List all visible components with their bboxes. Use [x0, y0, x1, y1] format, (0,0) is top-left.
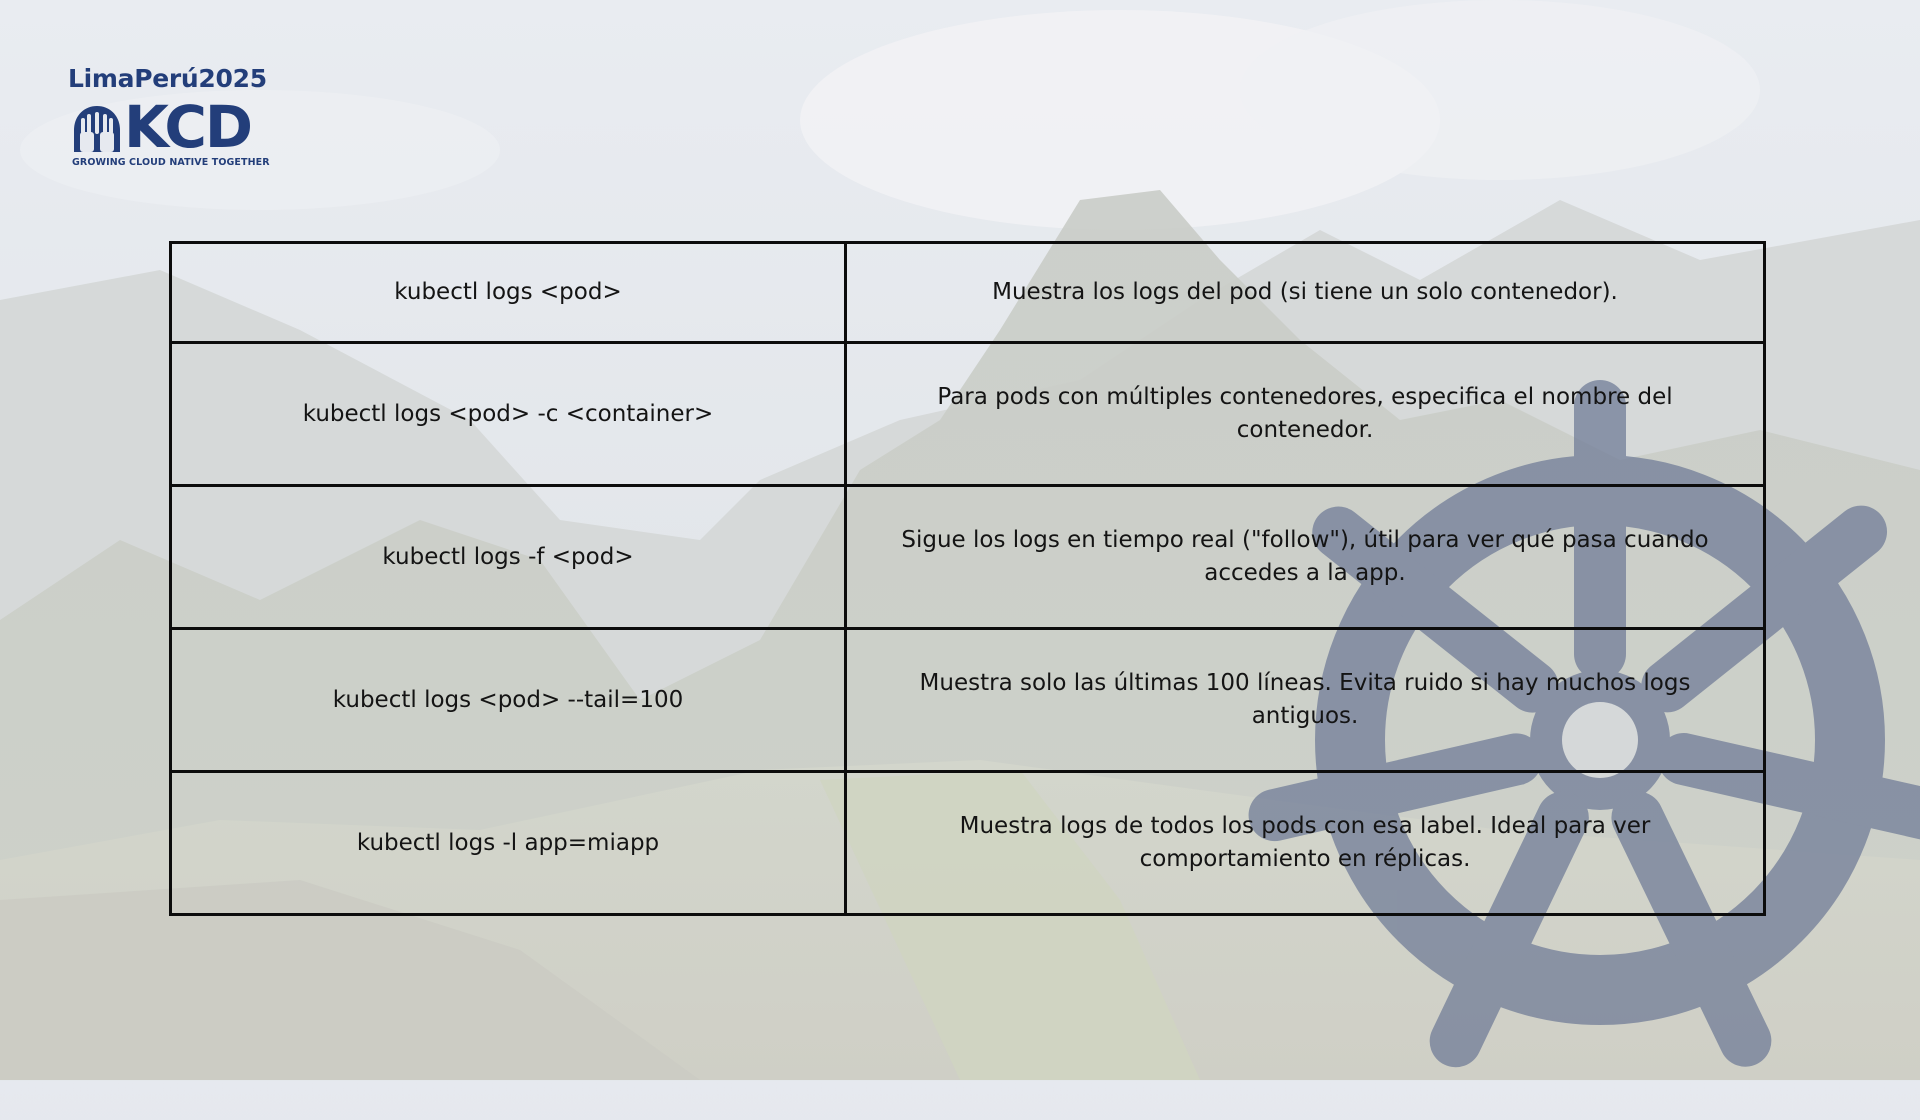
command-cell: kubectl logs <pod> --tail=100 — [171, 629, 846, 772]
command-cell: kubectl logs -l app=miapp — [171, 772, 846, 915]
command-cell: kubectl logs -f <pod> — [171, 486, 846, 629]
description-cell: Para pods con múltiples contenedores, especifica el nombre del contenedor. — [846, 343, 1765, 486]
command-cell: kubectl logs <pod> — [171, 243, 846, 343]
logo-tagline: GROWING CLOUD NATIVE TOGETHER — [72, 157, 270, 168]
description-cell: Muestra los logs del pod (si tiene un solo contenedor). — [846, 243, 1765, 343]
table-row — [171, 343, 1765, 486]
table-row — [171, 629, 1765, 772]
table-row — [171, 243, 1765, 343]
logo-kcd-wordmark: KCD — [124, 93, 252, 161]
description-cell: Muestra solo las últimas 100 líneas. Evita ruido si hay muchos logs antiguos. — [846, 629, 1765, 772]
command-cell: kubectl logs <pod> -c <container> — [171, 343, 846, 486]
description-cell: Sigue los logs en tiempo real ("follow"), útil para ver qué pasa cuando accedes a la app. — [846, 486, 1765, 629]
kcd-lima-logo — [68, 64, 283, 174]
table-row — [171, 486, 1765, 629]
raised-hands-icon — [70, 100, 124, 154]
kubectl-logs-table — [169, 241, 1766, 916]
logo-event-title: LimaPerú2025 — [68, 64, 267, 93]
description-cell: Muestra logs de todos los pods con esa label. Ideal para ver comportamiento en réplicas. — [846, 772, 1765, 915]
table-row — [171, 772, 1765, 915]
